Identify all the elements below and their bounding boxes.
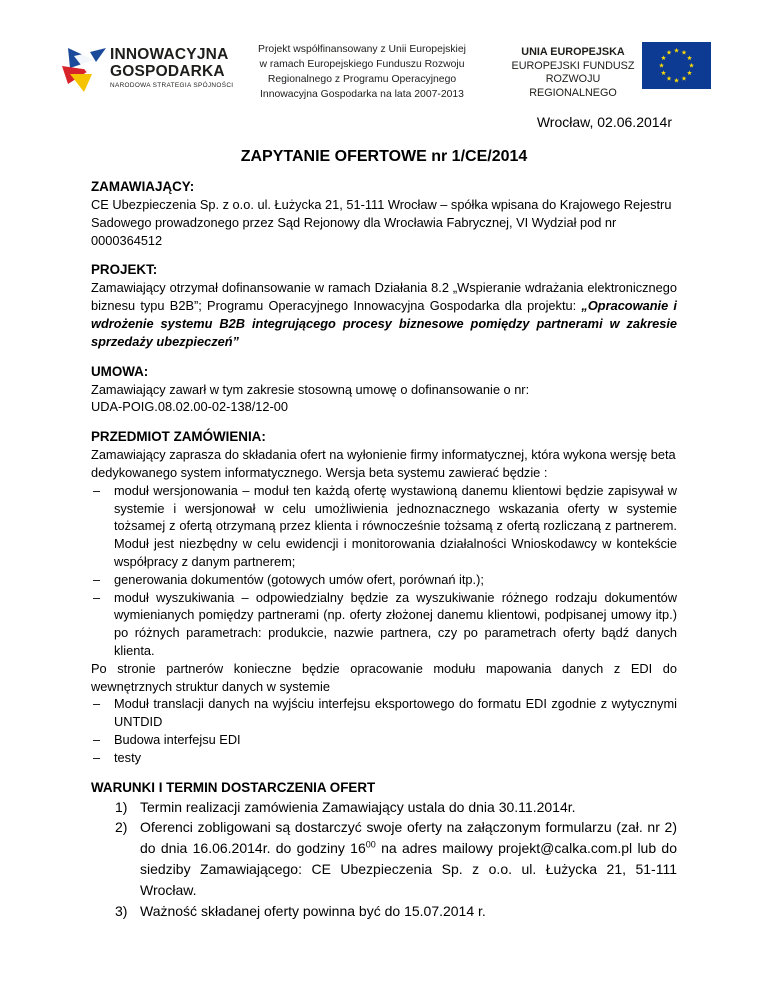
eu-logo-text [507,46,639,100]
eu-star-icon [682,76,687,81]
eu-star-icon [682,50,687,55]
eu-star-icon [661,70,666,75]
list-item: – generowania dokumentów (gotowych umów ofert, porównań itp.); [91,571,677,589]
document-title: ZAPYTANIE OFERTOWE nr 1/CE/2014 [240,148,528,165]
item-text: Ważność składanej oferty powinna być do 15.07.2014 r. [140,902,486,919]
projekt-title: „Opracowanie i wdrożenie systemu B2B integrującego procesy biznesowe pomiędzy partnerami w zakresie sprzedaży ubezpieczeń” [91,298,677,349]
przedmiot-list [91,482,677,660]
list-item: – Moduł translacji danych na wyjściu interfejsu eksportowego do formatu EDI zgodnie z wytycznymi UNTDID [91,695,677,731]
section-heading: UMOWA: [91,363,149,379]
ig-logo-title-line2: GOSPODARKA [110,63,225,80]
section-przedmiot [91,428,677,766]
umowa-contract-number: UDA-POIG.08.02.00-02-138/12-00 [91,399,289,415]
ig-emblem-icon [60,44,106,94]
section-heading: ZAMAWIAJĄCY: [91,179,195,194]
section-heading: PROJEKT: [91,262,158,278]
eu-flag-icon [642,42,711,89]
eu-star-icon [667,50,672,55]
section-zamawiajacy [91,178,677,249]
project-note-line: w ramach Europejskiego Funduszu Rozwoju [259,59,465,70]
section-text: CE Ubezpieczenia Sp. z o.o. ul. Łużycka 21, 51-111 Wrocław – spółka wpisana do Krajowego Rejestru Sadowego prowadzonego przez Sąd Rejonowy dla Wrocławia Fabrycznej, VI Wydział pod nr 0000364512 [91,197,672,248]
eu-star-icon [661,55,666,60]
przedmiot-intro: Zamawiający zaprasza do składania ofert na wyłonienie firmy informatycznej, która wykona wersję beta dedykowanego system informatycznego. Wersja beta systemu zawierać będzie : [91,447,676,480]
item-number: 1) [115,798,128,815]
section-umowa [91,363,677,417]
ig-logo-subtitle: NARODOWA STRATEGIA SPÓJNOŚCI [110,82,234,89]
innowacyjna-gospodarka-logo [60,44,240,100]
list-item [91,817,677,900]
eu-star-icon [674,48,679,53]
list-item: – Budowa interfejsu EDI [91,731,677,749]
eu-line3: ROZWOJU REGIONALNEGO [529,73,617,99]
eu-star-icon [667,76,672,81]
ig-logo-title [110,46,228,80]
eu-star-icon [687,70,692,75]
document-date: Wrocław, 02.06.2014r [536,114,672,130]
item-text: Oferenci zobligowani są dostarczyć swoje oferty na załączonym formularzu (zał. nr 2) do dnia 16.06.2014r. do godziny 16 [140,819,677,857]
list-item: – moduł wyszukiwania – odpowiedzialny będzie za wyszukiwanie różnego rodzaju dokumentów wymienianych pomiędzy partnerami (np. oferty złożonej danemu klientowi, podpisanej umowy itp.) po różnych parametrach: produkcie, nazwie partnera, czy po parametrach oferty bądź danych klienta. [91,589,677,660]
section-heading: PRZEDMIOT ZAMÓWIENIA: [91,429,266,445]
przedmiot-partners: Po stronie partnerów konieczne będzie opracowanie modułu mapowania danych z EDI do wewnętrznych struktur danych w systemie [91,660,677,694]
project-note-line: Regionalnego z Programu Operacyjnego [267,74,457,85]
umowa-line1: Zamawiający zawarł w tym zakresie stosowną umowę o dofinansowanie o nr: [91,381,530,397]
section-text [91,279,677,350]
projekt-text: Zamawiający otrzymał dofinansowanie w ramach Działania 8.2 „Wspieranie wdrażania elektronicznego biznesu typu B2B”; Programu Operacyjnego Innowacyjna Gospodarka dla projektu: [91,280,677,314]
item-superscript: 00 [365,839,376,850]
eu-star-icon [687,55,692,60]
list-item [91,901,677,922]
project-funding-note [246,42,478,102]
item-text: Termin realizacji zamówienia Zamawiający ustala do dnia 30.11.2014r. [140,798,576,815]
list-item: – moduł wersjonowania – moduł ten każdą ofertę wystawioną danemu klientowi będzie zapisywał w systemie i wersjonował w celu umożliwienia jednoznacznego wskazania oferty w systemie tożsamej z ofertą otrzymaną przez klienta i równocześnie tożsamą z ofertą rozliczaną z partnerem. Moduł jest niezbędny w celu ewidencji i monitorowania działalności Wnioskodawcy w kontekście współpracy z danym partnerem; [91,482,677,571]
project-note-line: Projekt współfinansowany z Unii Europejskiej [258,44,466,55]
list-item [91,797,677,818]
eu-star-icon [674,78,679,83]
eu-star-icon [659,63,664,68]
eu-star-icon [689,63,694,68]
list-item: – testy [91,749,677,767]
przedmiot-list-2 [91,695,677,766]
item-text-cont: na adres mailowy projekt@calka.com.pl lub do siedziby Zamawiającego: CE Ubezpieczenia Sp. z o.o. ul. Łużycka 21, 51-111 Wrocław. [140,840,677,898]
ig-logo-title-line1: INNOWACYJNA [110,46,229,63]
project-note-line: Innowacyjna Gospodarka na lata 2007-2013 [260,89,464,100]
eu-line1: UNIA EUROPEJSKA [521,46,625,58]
document-body [91,178,677,921]
item-number: 3) [115,902,128,919]
eu-line2: EUROPEJSKI FUNDUSZ [511,59,635,72]
item-number: 2) [115,819,128,836]
warunki-list [91,797,677,922]
section-projekt [91,261,677,350]
section-warunki [91,779,677,922]
section-heading: WARUNKI I TERMIN DOSTARCZENIA OFERT [91,779,376,795]
